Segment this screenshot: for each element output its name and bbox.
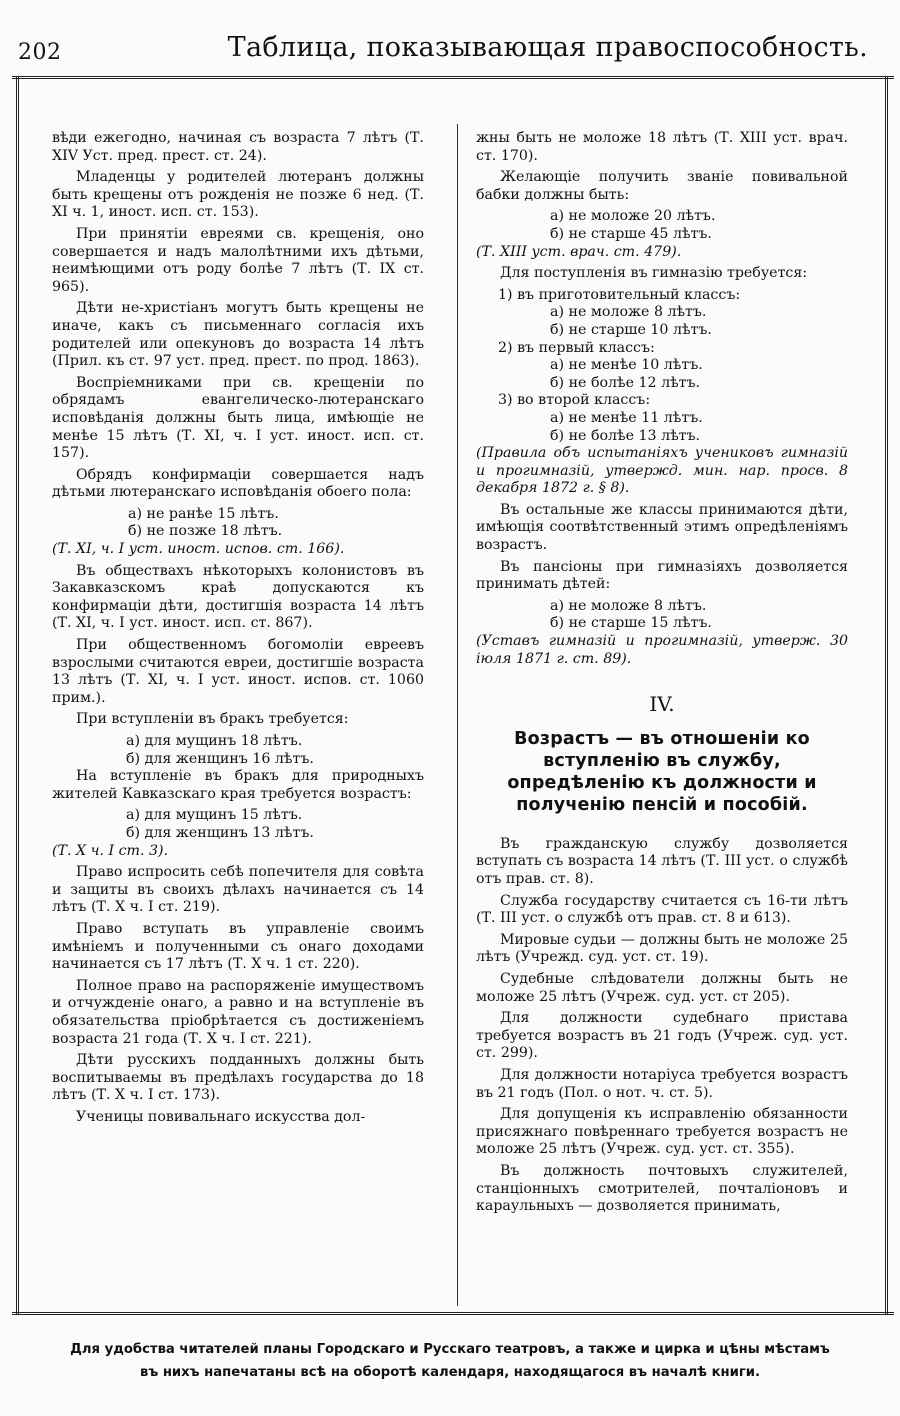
list-item: б) не старше 45 лѣтъ. [550, 225, 712, 242]
paragraph: Желающіе получить званіе повивальной бабки должны быть: [476, 169, 848, 203]
paragraph: Въ обществахъ нѣкоторыхъ колонистовъ въ Закавказскомъ краѣ допускаются къ конфирмаціи дѣти, достигшія возраста 14 лѣтъ (Т. XI, ч. I уст. иност. исп. ст. 867). [52, 562, 424, 632]
footer-notice [40, 1338, 860, 1384]
list-item: 3) во второй классъ: [498, 392, 651, 409]
paragraph: Для должности судебнаго пристава требуется возрастъ въ 21 годъ (Учреж. суд. уст. ст. 299). [476, 1010, 848, 1062]
paragraph: Въ остальные же классы принимаются дѣти, имѣющія соотвѣтственный этимъ опредѣленіямъ возрастъ. [476, 501, 848, 554]
list-item: а) не моложе 20 лѣтъ. [550, 208, 716, 225]
paragraph: Дѣти русскихъ подданныхъ должны быть воспитываемы въ предѣлахъ государства до 18 лѣтъ (Т. X ч. I ст. 173). [52, 1052, 424, 1104]
paragraph: Право вступать въ управленіе своимъ имѣніемъ и полученными съ онаго доходами начинается съ 17 лѣтъ (Т. X ч. 1 ст. 220). [52, 920, 424, 973]
list-item: а) для мущинъ 15 лѣтъ. [126, 807, 303, 824]
right-column-bottom [476, 836, 848, 1216]
paragraph: При вступленіи въ бракъ требуется: [76, 711, 349, 728]
footer-line-2: въ нихъ напечатаны всѣ на оборотѣ календаря, находящагося въ началѣ книги. [139, 1365, 761, 1380]
paragraph: Полное право на распоряженіе имуществомъ и отчужденіе онаго, а равно и на вступленіе въ обязательства пріобрѣтается съ достиженіемъ возраста 21 года (Т. X ч. I ст. 221). [52, 977, 424, 1047]
list-item: а) не моложе 8 лѣтъ. [550, 597, 707, 614]
paragraph: Право испросить себѣ попечителя для совѣта и защиты въ своихъ дѣлахъ начинается съ 14 лѣтъ (Т. X ч. I ст. 219). [52, 864, 424, 916]
list-item: а) не моложе 8 лѣтъ. [550, 304, 707, 321]
citation: (Правила объ испытаніяхъ учениковъ гимназій и прогимназій, утвержд. мин. нар. просв. 8 декабря 1872 г. § 8). [476, 445, 848, 497]
paragraph: вѣди ежегодно, начиная съ возраста 7 лѣтъ (Т. XIV Уст. пред. прест. ст. 24). [52, 130, 424, 164]
list-item: б) не болѣе 12 лѣтъ. [550, 374, 701, 391]
citation: (Уставъ гимназій и прогимназій, утверж. 30 іюля 1871 г. ст. 89). [476, 633, 848, 667]
frame-left-rule [16, 76, 19, 1314]
citation: (Т. XI, ч. I уст. иност. испов. ст. 166). [52, 541, 345, 558]
citation: (Т. X ч. I ст. 3). [52, 842, 169, 859]
paragraph: Въ гражданскую службу дозволяется вступать съ возраста 14 лѣтъ (Т. III уст. о службѣ отъ прав. ст. 8). [476, 835, 848, 887]
paragraph: Судебные слѣдователи должны быть не моложе 25 лѣтъ (Учреж. суд. уст. ст 205). [476, 970, 848, 1005]
left-column [52, 130, 424, 1130]
paragraph: Воспріемниками при св. крещеніи по обрядамъ евангелическо-лютеранскаго исповѣданія должны быть лица, имѣющіе не менѣе 15 лѣтъ (Т. XI, ч. I уст. иност. исп. ст. 157). [52, 374, 424, 462]
list-item: 1) въ приготовительный классъ: [498, 286, 741, 303]
paragraph: Для поступленія въ гимназію требуется: [500, 265, 808, 282]
paragraph: Въ пансіоны при гимназіяхъ дозволяется принимать дѣтей: [476, 558, 848, 593]
paragraph: Для должности нотаріуса требуется возрастъ въ 21 годъ (Пол. о нот. ч. ст. 5). [476, 1066, 848, 1101]
frame-top-rule [12, 76, 894, 79]
paragraph: Дѣти не-христіанъ могутъ быть крещены не иначе, какъ съ письменнаго согласія ихъ родителей или опекуновъ до возраста 14 лѣтъ (Прил. къ ст. 97 уст. пред. прест. по прод. 1863). [52, 300, 424, 370]
list-item: а) не менѣе 10 лѣтъ. [550, 357, 703, 374]
paragraph: При принятіи евреями св. крещенія, оно совершается и надъ малолѣтними ихъ дѣтьми, неимѣющими отъ роду болѣе 7 лѣтъ (Т. IX ст. 965). [52, 225, 424, 295]
list-item: 2) въ первый классъ: [498, 339, 655, 356]
paragraph: Младенцы у родителей лютеранъ должны быть крещены отъ рожденія не позже 6 нед. (Т. XI ч. 1, иност. исп. ст. 153). [52, 169, 424, 221]
list-item: а) не ранѣе 15 лѣтъ. [128, 505, 279, 522]
column-divider [457, 124, 458, 1306]
running-title: Таблица, показывающая правоспособность. [227, 32, 868, 63]
list-item: б) не старше 15 лѣтъ. [550, 615, 712, 632]
list-item: б) для женщинъ 16 лѣтъ. [126, 750, 314, 767]
paragraph: Мировые судьи — должны быть не моложе 25 лѣтъ (Учрежд. суд. уст. ст. 19). [476, 931, 848, 966]
list-item: б) не старше 10 лѣтъ. [550, 321, 712, 338]
paragraph: Для допущенія къ исправленію обязанности присяжнаго повѣреннаго требуется возрастъ не моложе 25 лѣтъ (Учреж. суд. уст. ст. 355). [476, 1106, 848, 1158]
list-item: б) не позже 18 лѣтъ. [128, 523, 283, 540]
citation: (Т. XIII уст. врач. ст. 479). [476, 243, 682, 260]
page-number: 202 [18, 40, 62, 65]
paragraph: Ученицы повивальнаго искусства дол- [76, 1108, 366, 1125]
paragraph: На вступленіе въ бракъ для природныхъ жителей Кавказскаго края требуется возрастъ: [52, 768, 424, 802]
page-header [18, 32, 868, 72]
right-column-top [476, 130, 848, 668]
section-number: IV. [649, 692, 675, 717]
paragraph: Въ должность почтовыхъ служителей, станціонныхъ смотрителей, почталіоновъ и караульныхъ — дозволяется принимать, [476, 1162, 848, 1215]
paragraph: Обрядъ конфирмаціи совершается надъ дѣтьми лютеранскаго исповѣданія обоего пола: [52, 466, 424, 501]
section-title: Возрастъ — въ отношеніи ко вступленію въ службу, опредѣленію къ должности и полученію пенсій и пособій. [507, 728, 817, 815]
footer-line-1: Для удобства читателей планы Городскаго и Русскаго театровъ, а также и цирка и цѣны мѣстамъ [70, 1342, 830, 1357]
list-item: а) не менѣе 11 лѣтъ. [550, 409, 703, 426]
frame-right-rule [885, 76, 888, 1314]
frame-bottom-rule [12, 1312, 894, 1315]
paragraph: Служба государству считается съ 16-ти лѣтъ (Т. III уст. о службѣ отъ прав. ст. 8 и 613). [476, 892, 848, 927]
list-item: а) для мущинъ 18 лѣтъ. [126, 733, 303, 749]
list-item: б) для женщинъ 13 лѣтъ. [126, 824, 314, 841]
list-item: б) не болѣе 13 лѣтъ. [550, 427, 701, 444]
paragraph: жны быть не моложе 18 лѣтъ (Т. XIII уст. врач. ст. 170). [476, 130, 848, 164]
paragraph: При общественномъ богомоліи евреевъ взрослыми считаются евреи, достигшіе возраста 13 лѣтъ (Т. XI, ч. I уст. иност. испов. ст. 1060 прим.). [52, 637, 424, 706]
right-column [476, 130, 848, 1220]
